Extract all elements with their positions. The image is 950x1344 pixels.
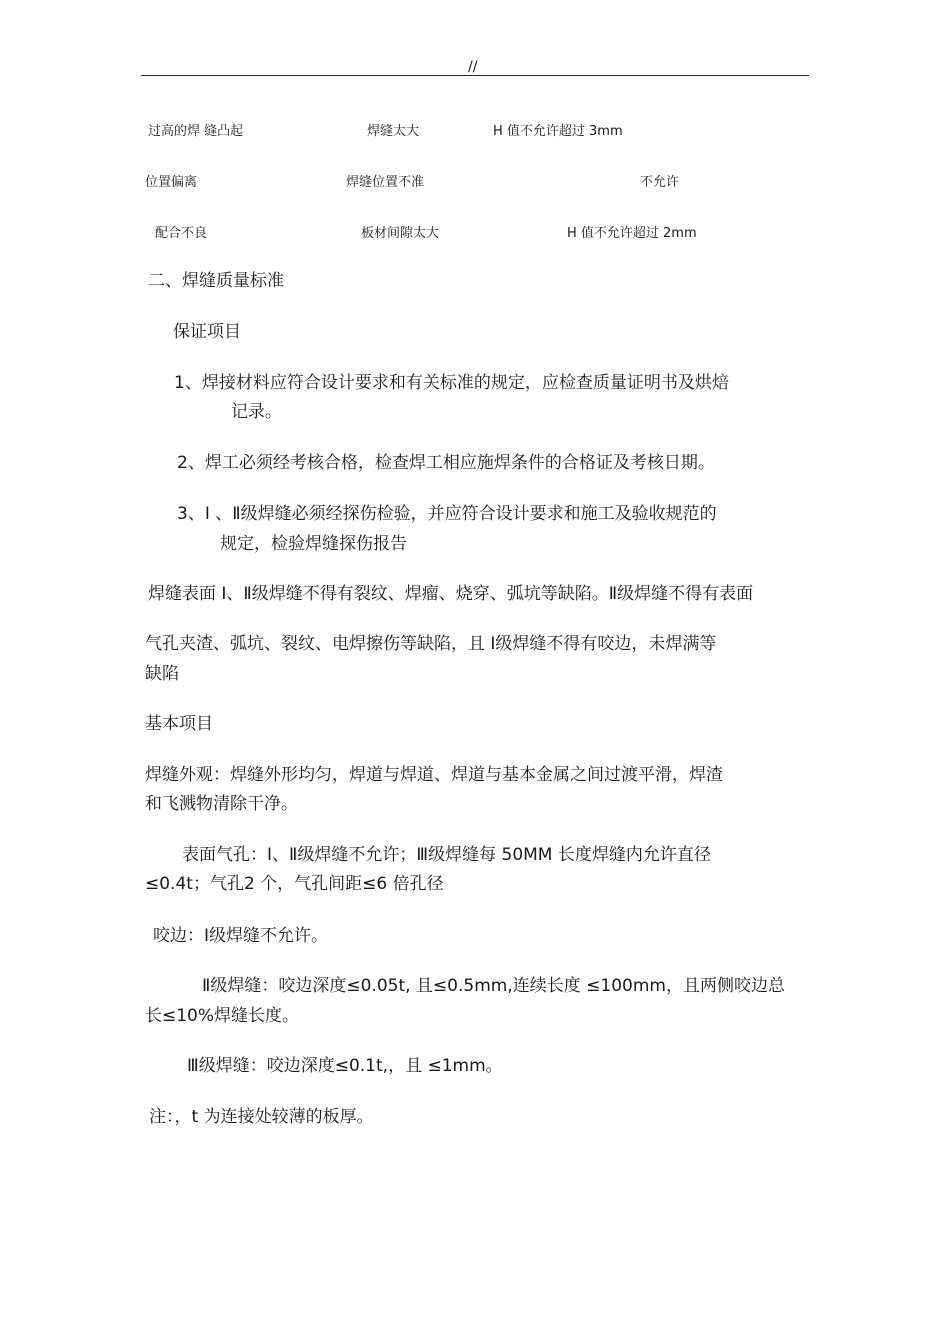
undercut2-line-1: Ⅱ级焊缝：咬边深度≤0.05t, 且≤0.5mm,连续长度 ≤100mm，且两侧咬边总 (202, 976, 785, 996)
appearance-line-1: 焊缝外观：焊缝外形均匀，焊道与焊道、焊道与基本金属之间过渡平滑，焊渣 (145, 765, 723, 785)
item-2: 2、焊工必须经考核合格，检查焊工相应施焊条件的合格证及考核日期。 (177, 453, 715, 473)
defect-name-1: 过高的焊 缝凸起 (148, 124, 244, 139)
basic-heading: 基本项目 (145, 714, 213, 734)
pores-line-1: 表面气孔：Ⅰ、Ⅱ级焊缝不允许；Ⅲ级焊缝每 50MM 长度焊缝内允许直径 (182, 845, 711, 865)
undercut2-line-2: 长≤10%焊缝长度。 (145, 1006, 300, 1026)
defect-cause-1: 焊缝太大 (367, 124, 420, 139)
defect-name-3: 配合不良 (155, 226, 208, 241)
pores-line-2: ≤0.4t；气孔2 个，气孔间距≤6 倍孔径 (145, 874, 444, 894)
defect-requirement-2: 不允许 (640, 175, 680, 190)
section-title: 二、焊缝质量标准 (148, 271, 284, 291)
header-mark: // (468, 59, 478, 75)
item-1-line-1: 1、焊接材料应符合设计要求和有关标准的规定，应检查质量证明书及烘焙 (174, 373, 729, 393)
defect-cause-2: 焊缝位置不准 (346, 175, 425, 190)
item-3-line-2: 规定，检验焊缝探伤报告 (220, 534, 407, 554)
item-1-line-2: 记录。 (231, 402, 282, 422)
defect-requirement-3: H 值不允许超过 2mm (567, 226, 697, 241)
item-3-line-1: 3、Ⅰ 、Ⅱ级焊缝必须经探伤检验，并应符合设计要求和施工及验收规范的 (177, 504, 717, 524)
surface-line-3: 缺陷 (145, 664, 179, 684)
guarantee-heading: 保证项目 (173, 322, 241, 342)
surface-line-2: 气孔夹渣、弧坑、裂纹、电焊擦伤等缺陷，且 Ⅰ级焊缝不得有咬边，未焊满等 (145, 634, 717, 654)
defect-requirement-1: H 值不允许超过 3mm (493, 124, 623, 139)
defect-cause-3: 板材间隙太大 (361, 226, 440, 241)
surface-line-1: 焊缝表面 Ⅰ、Ⅱ级焊缝不得有裂纹、焊瘤、烧穿、弧坑等缺陷。Ⅱ级焊缝不得有表面 (148, 584, 754, 604)
appearance-line-2: 和飞溅物清除干净。 (145, 794, 298, 814)
undercut3: Ⅲ级焊缝：咬边深度≤0.1t,，且 ≤1mm。 (187, 1056, 503, 1076)
defect-name-2: 位置偏离 (145, 175, 198, 190)
header-rule (141, 75, 809, 76)
note: 注：，t 为连接处较薄的板厚。 (149, 1107, 374, 1127)
undercut-line-1: 咬边：Ⅰ级焊缝不允许。 (153, 926, 329, 946)
